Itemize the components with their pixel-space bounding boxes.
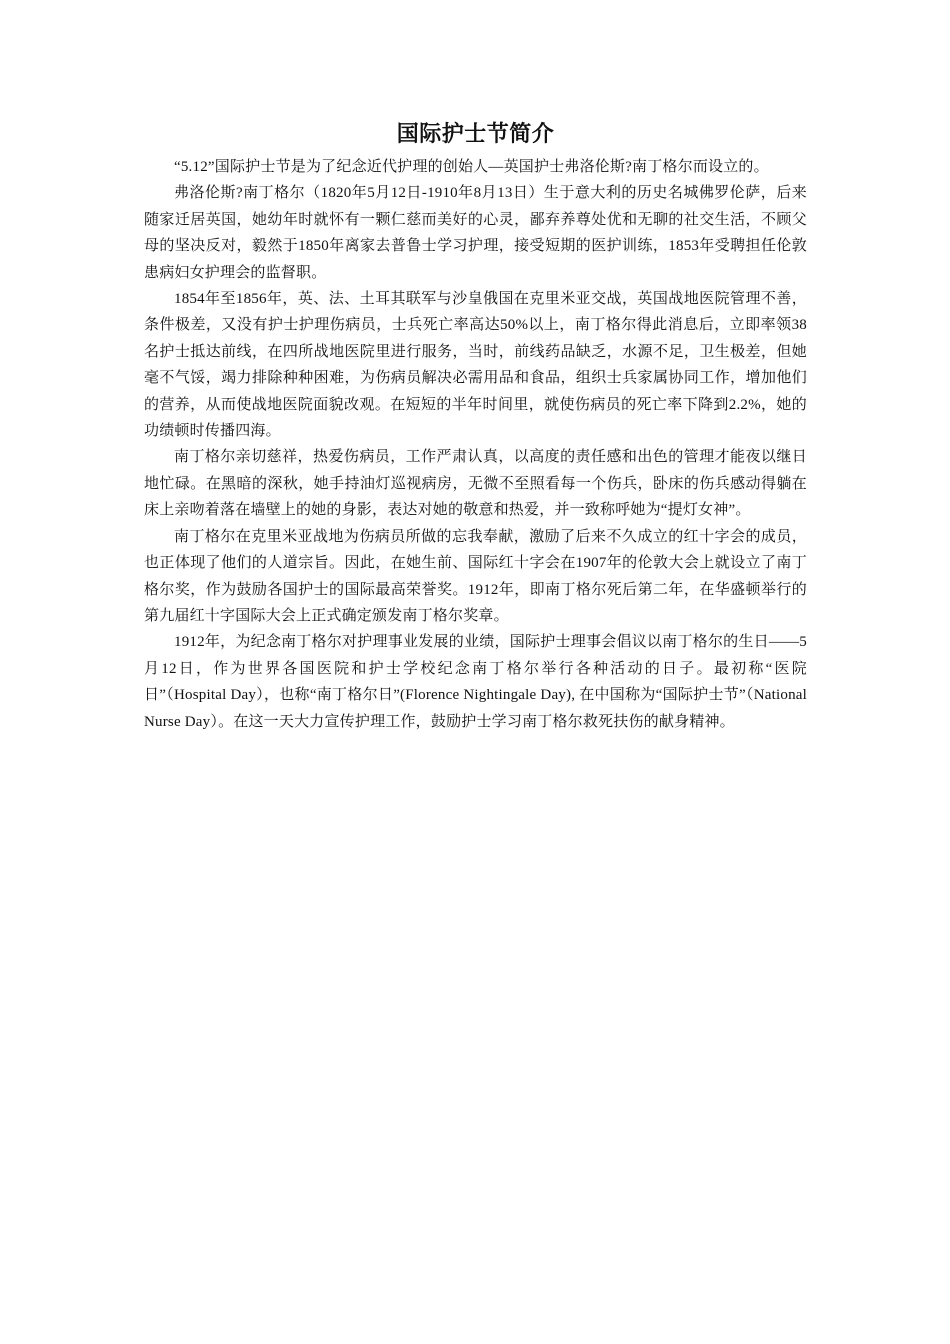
paragraph-intro: “5.12”国际护士节是为了纪念近代护理的创始人—英国护士弗洛伦斯?南丁格尔而设立的。	[174, 159, 769, 175]
paragraph-red-cross-award: 南丁格尔在克里米亚战地为伤病员所做的忘我奉献，激励了后来不久成立的红十字会的成员，也正体现了他们的人道宗旨。因此，在她生前、国际红十字会在1907年的伦敦大会上就设立了南丁格尔奖，作为鼓励各国护士的国际最高荣誉奖。1912年，即南丁格尔死后第二年，在华盛顿举行的第九届红十字国际大会上正式确定颁发南丁格尔奖章。	[144, 528, 807, 624]
paragraph-nurses-day: 1912年，为纪念南丁格尔对护理事业发展的业绩，国际护士理事会倡议以南丁格尔的生日——5月12日，作为世界各国医院和护士学校纪念南丁格尔举行各种活动的日子。最初称“医院日”（Hospital Day），也称“南丁格尔日”(Florence Nightingale Day), 在中国称为“国际护士节”（National Nurse Day）。在这一天大力宣传护理工作，鼓励护士学习南丁格尔救死扶伤的献身精神。	[144, 634, 807, 730]
document-body	[144, 118, 807, 735]
paragraph-biography: 弗洛伦斯?南丁格尔（1820年5月12日-1910年8月13日）生于意大利的历史名城佛罗伦萨，后来随家迁居英国，她幼年时就怀有一颗仁慈而美好的心灵，鄙弃养尊处优和无聊的社交生活，不顾父母的坚决反对，毅然于1850年离家去普鲁士学习护理，接受短期的医护训练，1853年受聘担任伦敦患病妇女护理会的监督职。	[144, 185, 807, 281]
paragraph-crimean-war: 1854年至1856年，英、法、土耳其联军与沙皇俄国在克里米亚交战，英国战地医院管理不善，条件极差，又没有护士护理伤病员，士兵死亡率高达50%以上，南丁格尔得此消息后，立即率领38名护士抵达前线，在四所战地医院里进行服务，当时，前线药品缺乏，水源不足，卫生极差，但她毫不气馁，竭力排除种种困难，为伤病员解决必需用品和食品，组织士兵家属协同工作，增加他们的营养，从而使战地医院面貌改观。在短短的半年时间里，就使伤病员的死亡率下降到2.2%，她的功绩顿时传播四海。	[144, 291, 807, 440]
document-title: 国际护士节简介	[396, 122, 555, 147]
paragraph-lady-with-lamp: 南丁格尔亲切慈祥，热爱伤病员，工作严肃认真，以高度的责任感和出色的管理才能夜以继日地忙碌。在黑暗的深秋，她手持油灯巡视病房，无微不至照看每一个伤兵，卧床的伤兵感动得躺在床上亲吻着落在墙壁上的她的身影，表达对她的敬意和热爱，并一致称呼她为“提灯女神”。	[144, 449, 807, 519]
